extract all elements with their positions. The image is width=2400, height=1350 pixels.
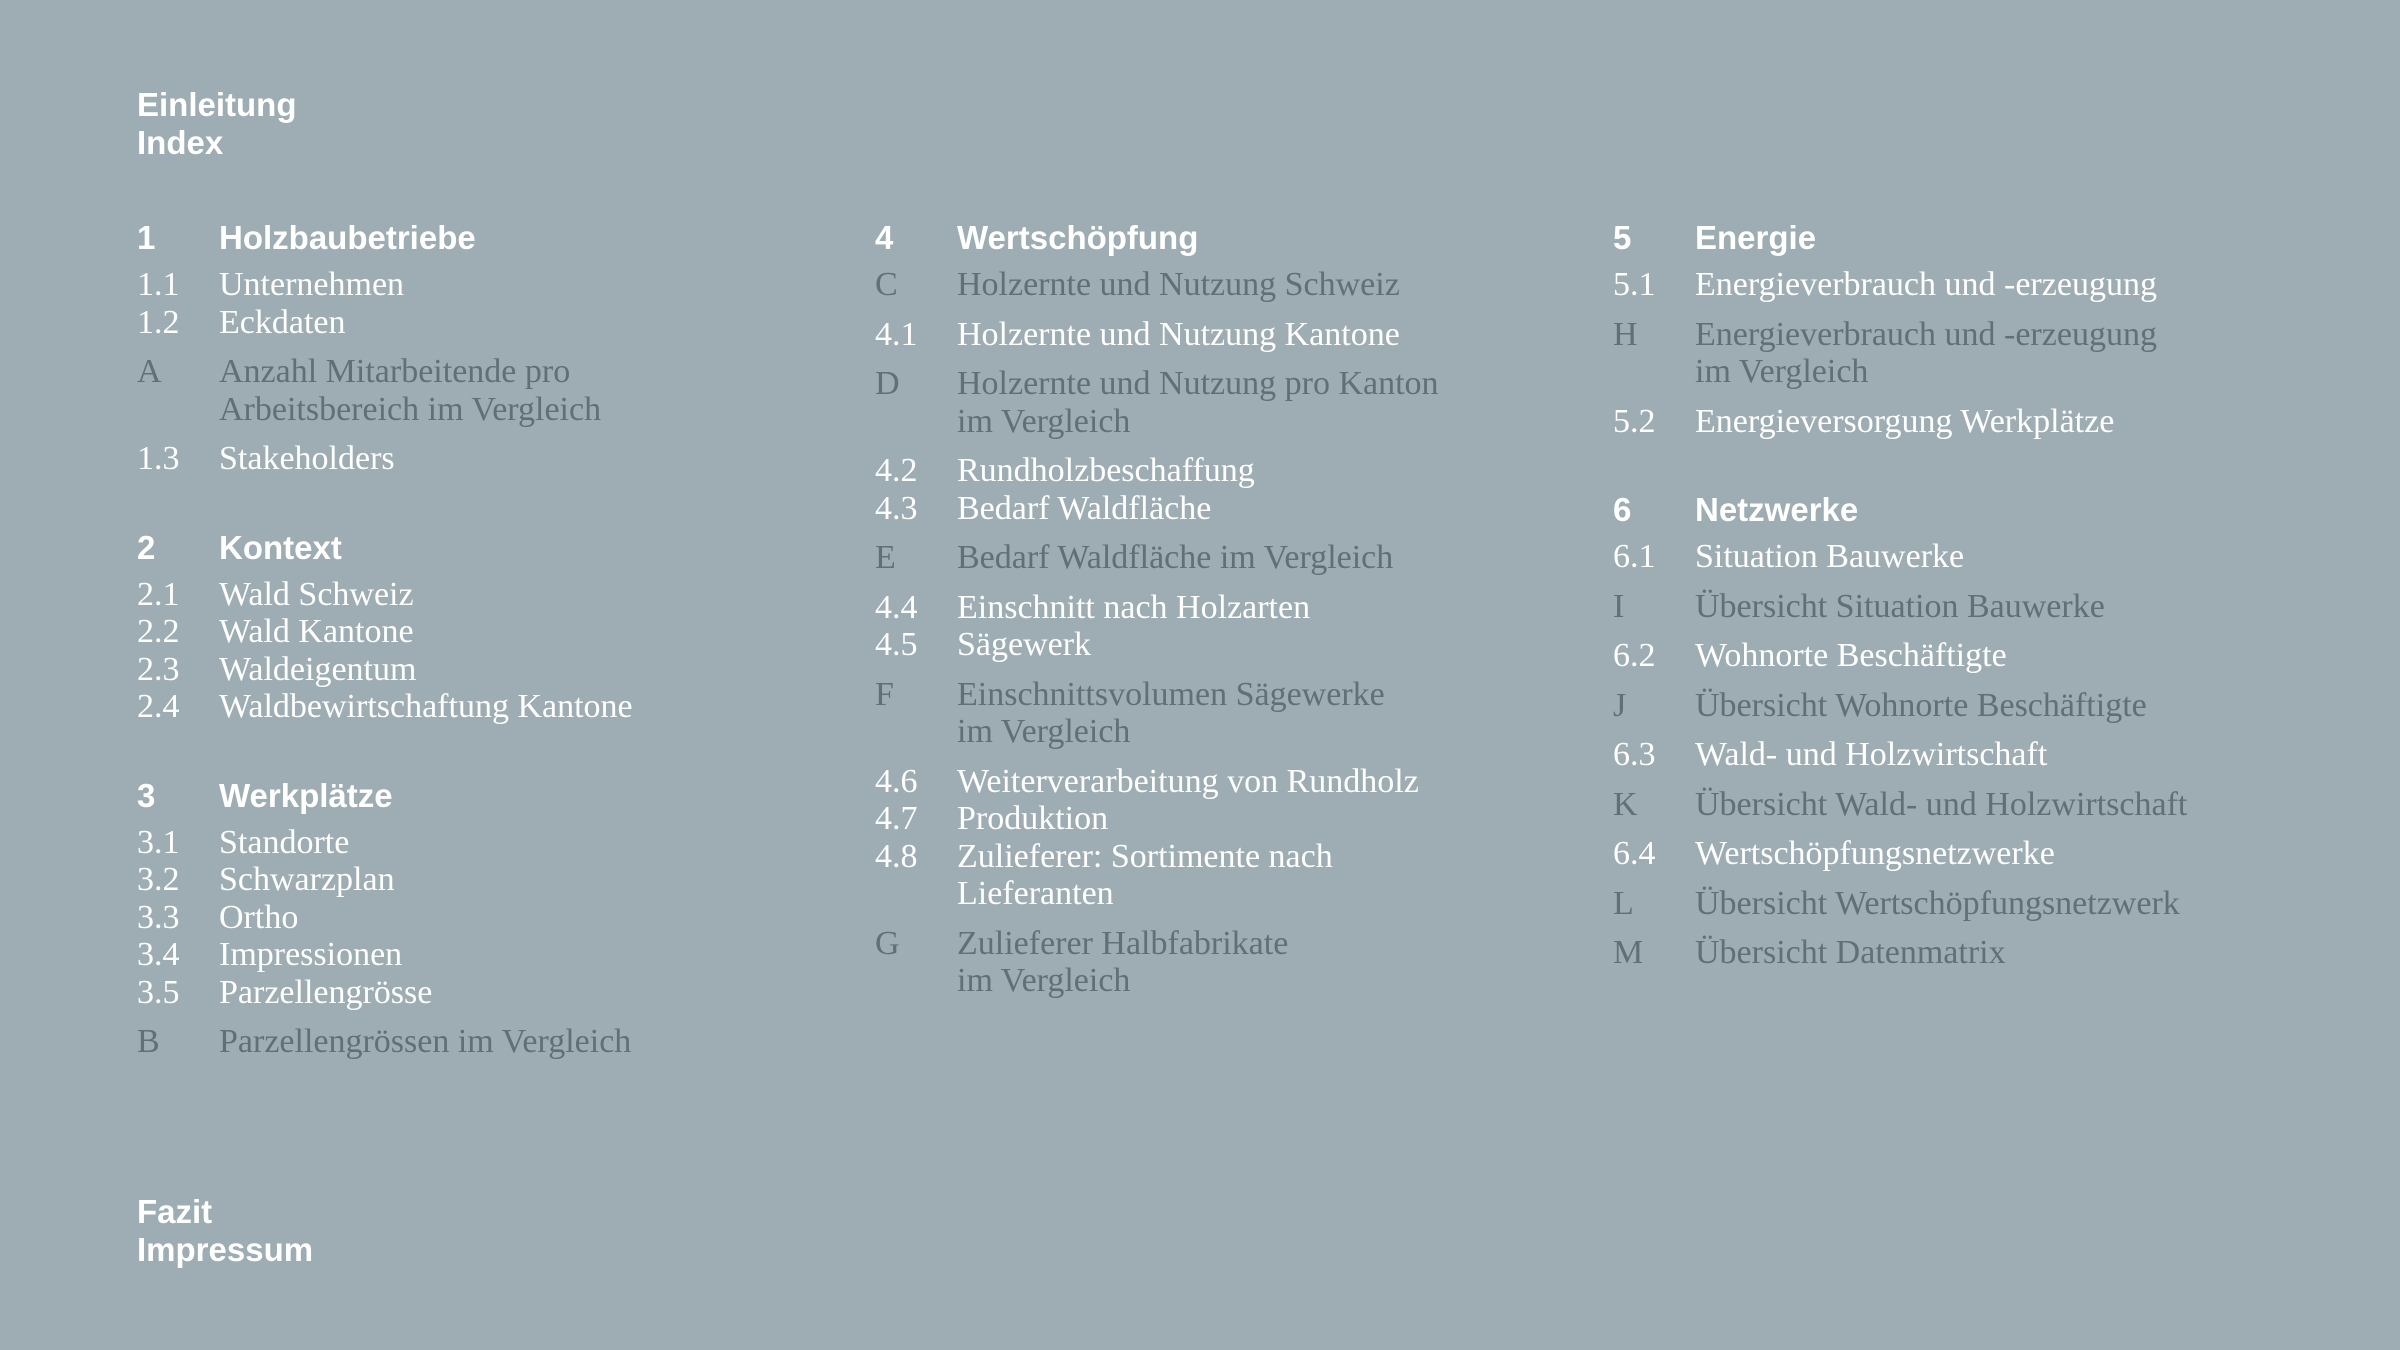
item-label: Übersicht Situation Bauwerke (1695, 587, 2105, 625)
section-number: 1 (137, 219, 156, 256)
comparison-item[interactable] (1613, 786, 2313, 824)
comparison-item[interactable] (1613, 588, 2313, 626)
item-label: Energieversorgung Werkplätze (1695, 402, 2115, 440)
section-title: Energie (1695, 219, 1817, 256)
chapter-item[interactable] (137, 688, 837, 726)
index-column-2 (875, 218, 1575, 1050)
index-section (875, 218, 1575, 1000)
comparison-item[interactable] (1613, 687, 2313, 725)
chapter-item[interactable] (875, 452, 1575, 490)
chapter-item[interactable] (875, 589, 1575, 627)
section-number: 5 (1613, 219, 1632, 256)
top-nav (137, 86, 297, 162)
item-label: Wohnorte Beschäftigte (1695, 637, 2007, 674)
chapter-item[interactable] (1613, 538, 2313, 576)
item-number: M (1613, 934, 1644, 971)
item-label: Holzernte und Nutzung Kantone (957, 315, 1400, 353)
item-label: Einschnittsvolumen Sägewerke im Vergleich (957, 675, 1385, 750)
section-heading[interactable] (1613, 218, 2313, 258)
item-number: 4.5 (875, 626, 918, 663)
item-number: A (137, 353, 162, 390)
section-title: Kontext (219, 528, 342, 566)
comparison-item[interactable] (1613, 316, 2313, 391)
chapter-item[interactable] (137, 613, 837, 651)
item-number: 2.3 (137, 650, 180, 688)
item-label: Energieverbrauch und -erzeugung im Vergleich (1695, 315, 2157, 390)
comparison-item[interactable] (1613, 934, 2313, 972)
item-number: 2.4 (137, 688, 180, 725)
comparison-item[interactable] (875, 365, 1575, 440)
chapter-item[interactable] (875, 800, 1575, 838)
item-label: Wald- und Holzwirtschaft (1695, 736, 2048, 773)
chapter-item[interactable] (1613, 637, 2313, 675)
chapter-item[interactable] (875, 626, 1575, 664)
item-number: 3.5 (137, 973, 180, 1011)
index-section (1613, 490, 2313, 972)
item-number: 6.3 (1613, 736, 1656, 773)
item-label: Weiterverarbeitung von Rundholz (957, 762, 1419, 800)
link-einleitung[interactable]: Einleitung (137, 86, 297, 123)
item-label: Wertschöpfungsnetzwerke (1695, 835, 2055, 872)
item-label: Wald Kantone (219, 613, 414, 650)
chapter-item[interactable] (875, 490, 1575, 528)
section-heading[interactable] (1613, 490, 2313, 530)
item-number: 6.1 (1613, 538, 1656, 575)
item-number: 4.6 (875, 762, 918, 800)
item-label: Stakeholders (219, 440, 395, 477)
item-number: 5.1 (1613, 266, 1656, 303)
item-label: Unternehmen (219, 266, 405, 303)
comparison-item[interactable] (875, 266, 1575, 304)
item-number: J (1613, 686, 1627, 724)
item-number: D (875, 365, 900, 402)
chapter-item[interactable] (137, 974, 837, 1012)
index-column-1 (137, 218, 837, 1111)
section-title: Wertschöpfung (957, 219, 1199, 256)
item-label: Standorte (219, 823, 350, 861)
section-number: 4 (875, 219, 894, 256)
item-label: Situation Bauwerke (1695, 538, 1965, 575)
chapter-item[interactable] (1613, 266, 2313, 304)
item-number: 1.2 (137, 303, 180, 341)
index-section (1613, 218, 2313, 440)
item-label: Übersicht Wertschöpfungsnetzwerk (1695, 884, 2180, 922)
chapter-item[interactable] (1613, 403, 2313, 441)
section-number: 6 (1613, 491, 1632, 528)
chapter-item[interactable] (137, 651, 837, 689)
comparison-item[interactable] (1613, 885, 2313, 923)
chapter-item[interactable] (137, 861, 837, 899)
item-number: I (1613, 587, 1625, 625)
item-label: Parzellengrösse (219, 973, 433, 1011)
comparison-item[interactable] (875, 676, 1575, 751)
comparison-item[interactable] (137, 353, 837, 428)
item-number: K (1613, 785, 1638, 823)
item-number: 6.2 (1613, 637, 1656, 674)
item-number: 4.1 (875, 315, 918, 353)
item-number: B (137, 1023, 160, 1060)
item-number: 3.2 (137, 861, 180, 898)
item-number: F (875, 675, 894, 713)
item-number: C (875, 266, 898, 303)
item-number: 2.2 (137, 613, 180, 650)
item-number: G (875, 924, 900, 962)
section-heading[interactable] (137, 218, 837, 258)
chapter-item[interactable] (875, 763, 1575, 801)
item-number: E (875, 539, 896, 576)
item-label: Schwarzplan (219, 861, 395, 898)
section-heading[interactable] (875, 218, 1575, 258)
section-title: Werkplätze (219, 776, 393, 814)
item-label: Energieverbrauch und -erzeugung (1695, 266, 2157, 303)
item-label: Anzahl Mitarbeitende pro Arbeitsbereich im Vergleich (219, 353, 602, 428)
item-label: Ortho (219, 898, 299, 936)
item-label: Bedarf Waldfläche (957, 489, 1212, 527)
item-number: 4.4 (875, 588, 918, 626)
item-number: 6.4 (1613, 835, 1656, 872)
chapter-item[interactable] (1613, 835, 2313, 873)
link-index[interactable]: Index (137, 124, 224, 161)
item-label: Wald Schweiz (219, 575, 414, 613)
chapter-item[interactable] (137, 824, 837, 862)
index-column-3 (1613, 218, 2313, 1022)
item-label: Eckdaten (219, 303, 346, 341)
item-label: Bedarf Waldfläche im Vergleich (957, 539, 1394, 576)
comparison-item[interactable] (875, 539, 1575, 577)
item-number: 2.1 (137, 575, 180, 613)
item-label: Einschnitt nach Holzarten (957, 588, 1311, 626)
link-fazit[interactable]: Fazit (137, 1193, 213, 1230)
item-label: Produktion (957, 800, 1109, 837)
item-label: Übersicht Datenmatrix (1695, 934, 2006, 971)
section-number: 3 (137, 776, 156, 814)
item-label: Impressionen (219, 936, 403, 973)
item-number: 4.3 (875, 489, 918, 527)
item-label: Zulieferer Halbfabrikate im Vergleich (957, 924, 1289, 999)
item-label: Sägewerk (957, 626, 1092, 663)
item-label: Übersicht Wald- und Holzwirtschaft (1695, 785, 2188, 823)
index-section (137, 528, 837, 726)
item-number: 3.3 (137, 898, 180, 936)
chapter-item[interactable] (137, 899, 837, 937)
item-label: Holzernte und Nutzung Schweiz (957, 266, 1400, 303)
item-label: Zulieferer: Sortimente nach Lieferanten (957, 837, 1333, 912)
index-section (137, 776, 837, 1061)
bottom-nav (137, 1193, 313, 1269)
section-number: 2 (137, 528, 156, 566)
chapter-item[interactable] (137, 576, 837, 614)
chapter-item[interactable] (875, 316, 1575, 354)
section-title: Holzbaubetriebe (219, 219, 476, 256)
item-number: H (1613, 315, 1638, 353)
chapter-item[interactable] (137, 304, 837, 342)
item-number: 1.3 (137, 440, 180, 477)
chapter-item[interactable] (875, 838, 1575, 913)
item-number: 5.2 (1613, 402, 1656, 440)
item-label: Übersicht Wohnorte Beschäftigte (1695, 686, 2147, 724)
chapter-item[interactable] (137, 936, 837, 974)
chapter-item[interactable] (137, 266, 837, 304)
item-number: 4.7 (875, 800, 918, 837)
item-label: Waldbewirtschaftung Kantone (219, 688, 633, 725)
chapter-item[interactable] (137, 440, 837, 478)
item-number: 3.4 (137, 936, 180, 973)
item-label: Holzernte und Nutzung pro Kanton im Vergleich (957, 365, 1439, 440)
item-label: Rundholzbeschaffung (957, 452, 1255, 489)
item-label: Parzellengrössen im Vergleich (219, 1023, 632, 1060)
item-number: 1.1 (137, 266, 180, 303)
item-label: Waldeigentum (219, 650, 417, 688)
item-number: 4.2 (875, 452, 918, 489)
item-number: 3.1 (137, 823, 180, 861)
chapter-item[interactable] (1613, 736, 2313, 774)
item-number: L (1613, 884, 1634, 922)
link-impressum[interactable]: Impressum (137, 1231, 314, 1268)
comparison-item[interactable] (137, 1023, 837, 1061)
section-title: Netzwerke (1695, 491, 1859, 528)
comparison-item[interactable] (875, 925, 1575, 1000)
index-section (137, 218, 837, 478)
section-heading[interactable] (137, 528, 837, 568)
item-number: 4.8 (875, 837, 918, 875)
section-heading[interactable] (137, 776, 837, 816)
